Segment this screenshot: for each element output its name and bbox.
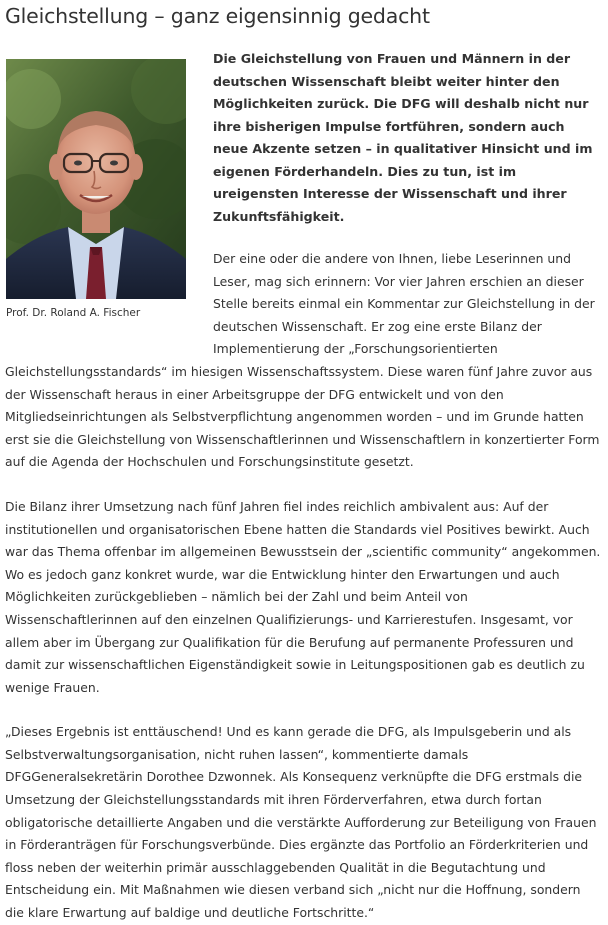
body-paragraph-1: Der eine oder die andere von Ihnen, liebe Leserinnen und Leser, mag sich erinnern: Vor vier Jahren erschien an dieser Stelle bereits einmal ein Kommentar zur Gleichstellung in der deutschen Wissenschaft. Er zog eine erste Bilanz der Implementierung der „Forschungsorientierten Gleichstellungsstandards“ im hiesigen Wissenschaftssystem. Diese waren fünf Jahre zuvor aus der Wissenschaft heraus in einer Arbeitsgruppe der DFG entwickelt und von den Mitgliedseinrichtungen als Selbstverpflichtung angenommen worden – und im Grunde hatten erst sie die Gleichstellung von Wissenschaftlerinnen und Wissenschaftlern in konzertierter Form auf die Agenda der Hochschulen und Forschungsinstitute gesetzt. — [5, 251, 600, 470]
image-spacer — [5, 0, 213, 352]
article-body — [5, 0, 601, 925]
lead-paragraph: Die Gleichstellung von Frauen und Männern in der deutschen Wissenschaft bleibt weiter hinter den Möglichkeiten zurück. Die DFG will deshalb nicht nur ihre bisherigen Impulse fortführen, sondern auch neue Akzente setzen – in qualitativer Hinsicht und im eigenen Förderhandeln. Dies zu tun, ist im ureigensten Interesse der Wissenschaft und ihrer Zukunftsfähigkeit. — [213, 51, 593, 224]
article-title: Gleichstellung – ganz eigensinnig gedacht — [5, 4, 430, 28]
image-caption: Prof. Dr. Roland A. Fischer — [6, 307, 141, 319]
body-paragraph-3: „Dieses Ergebnis ist enttäuschend! Und es kann gerade die DFG, als Impulsgeberin und als Selbstverwaltungsorganisation, nicht ruhen lassen“, kommentierte damals DFGGeneralsekretärin Dorothee Dzwonnek. Als Konsequenz verknüpfte die DFG erstmals die Umsetzung der Gleichstellungsstandards mit ihren Förderverfahren, etwa durch fortan obligatorische detaillierte Angaben und die verstärkte Aufforderung zur Beteiligung von Frauen in Förderanträgen für Forschungsverbünde. Dies ergänzte das Portfolio an Förderkriterien und floss neben der weiterhin primär ausschlaggebenden Qualität in die Begutachtung und Entscheidung ein. Mit Maßnahmen wie diesen verband sich „nicht nur die Hoffnung, sondern die klare Erwartung auf baldige und deutliche Fortschritte.“ — [5, 724, 597, 921]
body-paragraph-2: Die Bilanz ihrer Umsetzung nach fünf Jahren fiel indes reichlich ambivalent aus: Auf der institutionellen und organisatorischen Ebene hatten die Standards viel Positives bewirkt. Auch war das Thema offenbar im allgemeinen Bewusstsein der „scientific community“ angekommen. Wo es jedoch ganz konkret wurde, war die Entwicklung hinter den Erwartungen und auch Möglichkeiten zurückgeblieben – nämlich bei der Zahl und beim Anteil von Wissenschaftlerinnen auf den einzelnen Qualifizierungs- und Karrierestufen. Insgesamt, vor allem aber im Übergang zur Qualifikation für die Berufung auf permanente Professuren und damit zur wissenschaftlichen Eigenständigkeit sowie in Leitungspositionen gab es deutlich zu wenige Frauen. — [5, 498, 601, 695]
